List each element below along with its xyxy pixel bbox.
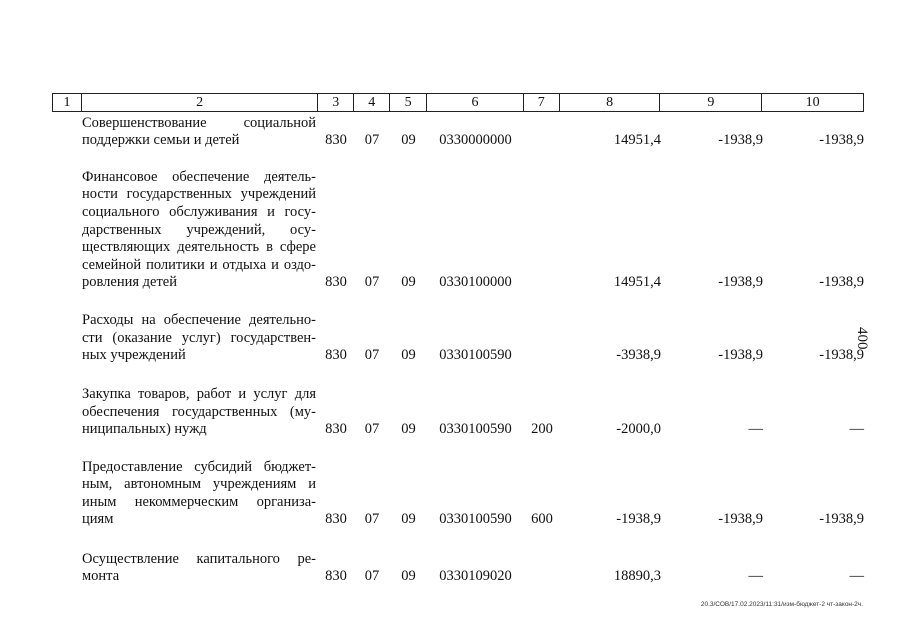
cell-col-9: -1938,9	[718, 347, 763, 363]
cell-col-10: -1938,9	[819, 274, 864, 290]
description-line: социального обслуживания и госу-	[82, 204, 316, 221]
cell-col-3: 830	[325, 132, 347, 148]
page-number: 400	[854, 327, 870, 350]
cell-col-8: 18890,3	[613, 568, 661, 584]
cell-col-3: 830	[325, 421, 347, 437]
header-col-4: 4	[354, 94, 390, 111]
cell-col-10: -1938,9	[819, 511, 864, 527]
cell-col-6: 0330100000	[439, 274, 512, 290]
header-col-8: 8	[560, 94, 661, 111]
cell-col-5: 09	[401, 421, 416, 437]
header-col-9: 9	[660, 94, 762, 111]
cell-col-3: 830	[325, 347, 347, 363]
description-line: ным, автономным учреждениям и	[82, 476, 316, 493]
cell-col-10: —	[849, 568, 864, 584]
description-line: Расходы на обеспечение деятельно-	[82, 312, 316, 329]
cell-col-6: 0330109020	[439, 568, 512, 584]
header-col-3: 3	[318, 94, 354, 111]
description-line: поддержки семьи и детей	[82, 132, 240, 149]
cell-col-9: —	[748, 421, 763, 437]
footer-stamp: 20.3/СОВ/17.02.2023/11:31/изм-бюджет-2 чт-закон-2ч.	[700, 601, 863, 608]
description-line: ществляющих деятельность в сфере	[82, 239, 316, 256]
description-line: Закупка товаров, работ и услуг для	[82, 386, 316, 403]
cell-col-6: 0330100590	[439, 421, 512, 437]
cell-col-5: 09	[401, 274, 416, 290]
cell-col-5: 09	[401, 347, 416, 363]
description-line: Предоставление субсидий бюджет-	[82, 458, 316, 475]
header-col-5: 5	[390, 94, 427, 111]
description-line: дарственных учреждений, осу-	[82, 221, 316, 238]
cell-col-4: 07	[364, 274, 380, 290]
header-col-7: 7	[524, 94, 560, 111]
cell-col-3: 830	[325, 274, 347, 290]
cell-col-9: —	[748, 568, 763, 584]
description-line: циям	[82, 511, 114, 528]
cell-col-10: -1938,9	[819, 132, 864, 148]
description-line: ности государственных учреждений	[82, 186, 316, 203]
description-line: Осуществление капитального ре-	[82, 550, 316, 567]
description-line: иным некоммерческим организа-	[82, 493, 316, 510]
cell-col-4: 07	[364, 132, 380, 148]
cell-col-8: -2000,0	[616, 421, 661, 437]
cell-col-6: 0330100590	[439, 511, 512, 527]
description-line: ниципальных) нужд	[82, 421, 207, 438]
cell-col-10: —	[849, 421, 864, 437]
cell-col-4: 07	[364, 421, 380, 437]
description-line: ровления детей	[82, 274, 177, 291]
cell-col-6: 0330000000	[439, 132, 512, 148]
header-col-2: 2	[82, 94, 318, 111]
cell-col-3: 830	[325, 511, 347, 527]
cell-col-5: 09	[401, 568, 416, 584]
cell-col-8: 14951,4	[613, 274, 661, 290]
header-col-1: 1	[53, 94, 82, 111]
cell-col-3: 830	[325, 568, 347, 584]
cell-col-8: -1938,9	[616, 511, 661, 527]
cell-col-7: 600	[531, 511, 553, 527]
cell-col-9: -1938,9	[718, 132, 763, 148]
cell-col-7: 200	[531, 421, 553, 437]
description-line: сти (оказание услуг) государствен-	[82, 329, 316, 346]
cell-col-5: 09	[401, 132, 416, 148]
description-line: обеспечения государственных (му-	[82, 403, 316, 420]
cell-col-5: 09	[401, 511, 416, 527]
cell-col-9: -1938,9	[718, 511, 763, 527]
header-col-10: 10	[805, 95, 820, 110]
description-line: ных учреждений	[82, 347, 186, 364]
row-description	[82, 551, 316, 586]
header-col-6: 6	[427, 94, 524, 111]
cell-col-10: -1938,9	[819, 347, 864, 363]
description-line: Финансовое обеспечение деятель-	[82, 168, 316, 185]
cell-col-6: 0330100590	[439, 347, 512, 363]
cell-col-9: -1938,9	[718, 274, 763, 290]
description-line: семейной политики и отдыха и оздо-	[82, 256, 316, 273]
description-line: Совершенствование социальной	[82, 114, 316, 131]
cell-col-4: 07	[364, 511, 380, 527]
cell-col-4: 07	[364, 568, 380, 584]
cell-col-4: 07	[364, 347, 380, 363]
cell-col-8: 14951,4	[613, 132, 661, 148]
description-line: монта	[82, 568, 120, 585]
cell-col-8: -3938,9	[616, 347, 661, 363]
